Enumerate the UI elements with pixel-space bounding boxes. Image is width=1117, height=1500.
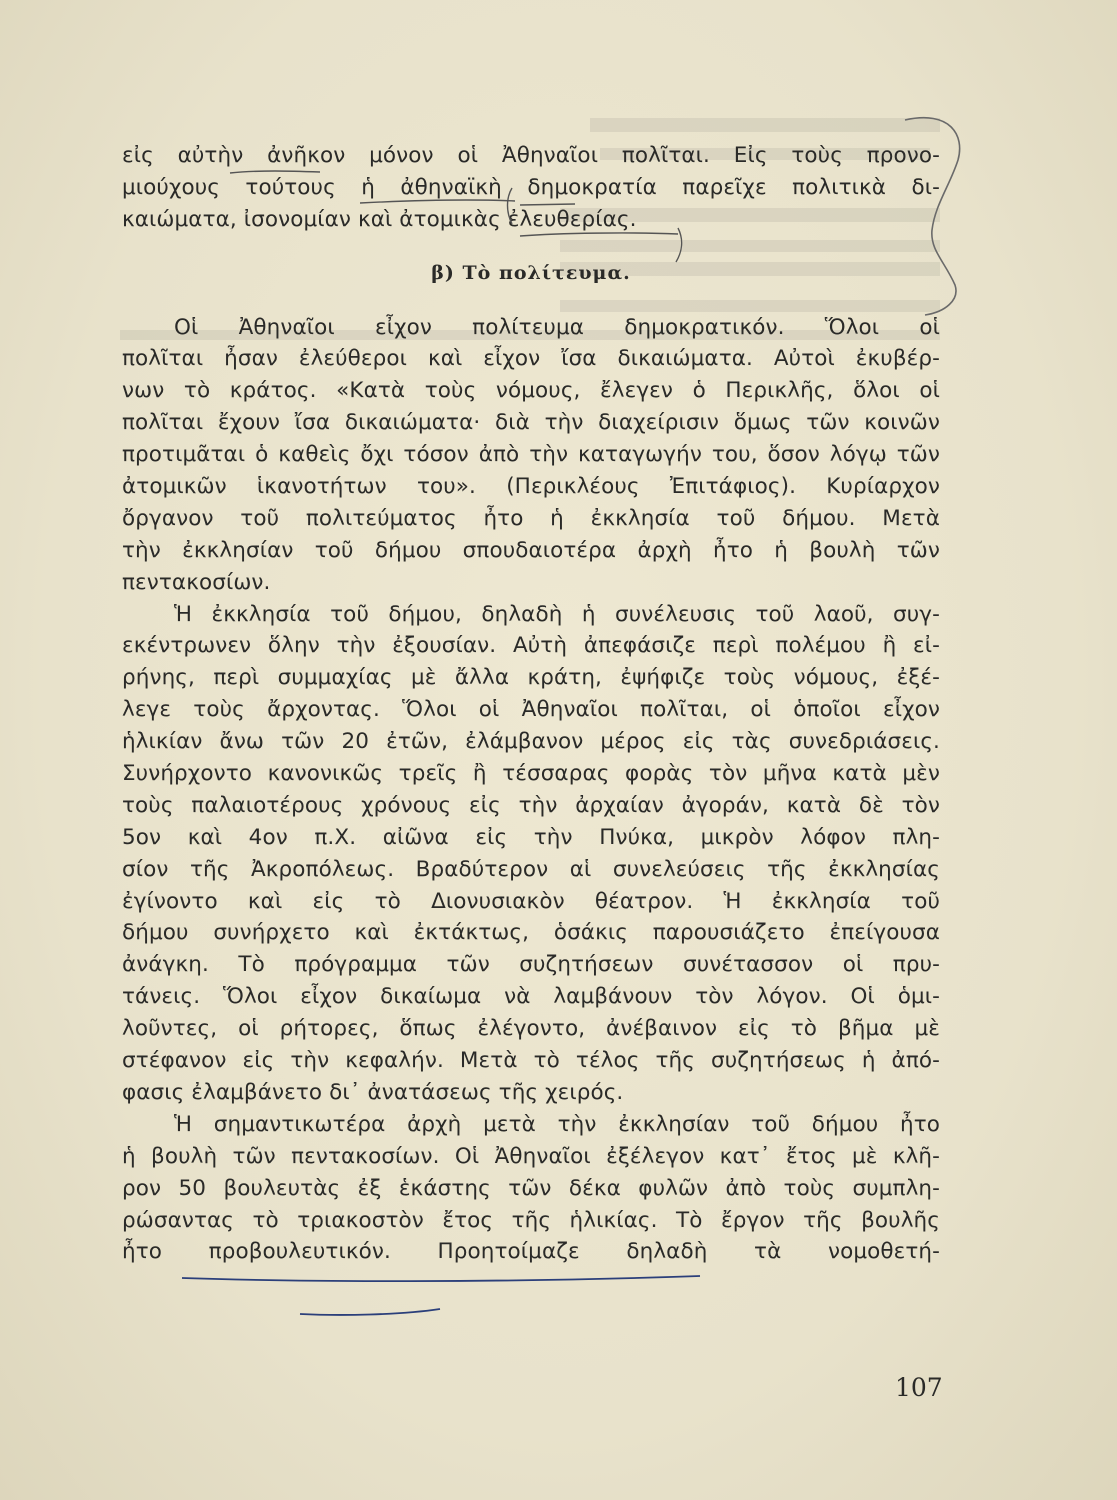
text-line: τοὺς παλαιοτέρους χρόνους εἰς τὴν ἀρχαίαν ἀγοράν, κατὰ δὲ τὸν <box>122 792 940 818</box>
underline-mark <box>182 1276 700 1281</box>
text-line: 5ον καὶ 4ον π.Χ. αἰῶνα εἰς τὴν Πνύκα, μικρὸν λόφον πλη- <box>122 824 940 850</box>
text-line: ἡλικίαν ἄνω τῶν 20 ἐτῶν, ἐλάμβανον μέρος εἰς τὰς συνεδριάσεις. <box>122 729 940 755</box>
text-line: Ἡ σημαντικωτέρα ἀρχὴ μετὰ τὴν ἐκκλησίαν τοῦ δήμου ἦτο <box>174 1111 940 1137</box>
text-line: τὴν ἐκκλησίαν τοῦ δήμου σπουδαιοτέρα ἀρχὴ ἦτο ἡ βουλὴ τῶν <box>122 537 940 563</box>
text-line: ἀτομικῶν ἱκανοτήτων του». (Περικλέους Ἐπιτάφιος). Κυρίαρχον <box>122 474 940 500</box>
text-line: εκέντρωνεν ὅλην τὴν ἐξουσίαν. Αὐτὴ ἀπεφάσιζε περὶ πολέμου ἢ εἰ- <box>122 633 940 659</box>
text-line: μιούχους τούτους ἡ ἀθηναϊκὴ δημοκρατία παρεῖχε πολιτικὰ δι- <box>122 174 940 200</box>
text-line: ρον 50 βουλευτὰς ἐξ ἑκάστης τῶν δέκα φυλῶν ἀπὸ τοὺς συμπλη- <box>122 1175 940 1201</box>
text-line: προτιμᾶται ὁ καθεὶς ὄχι τόσον ἀπὸ τὴν καταγωγήν του, ὅσον λόγῳ τῶν <box>122 442 940 468</box>
text-line: ἐγίνοντο καὶ εἰς τὸ Διονυσιακὸν θέατρον. Ἡ ἐκκλησία τοῦ <box>122 888 940 914</box>
body-text <box>122 140 940 1268</box>
text-line: σίον τῆς Ἀκροπόλεως. Βραδύτερον αἱ συνελεύσεις τῆς ἐκκλησίας <box>122 856 940 882</box>
text-line: τάνεις. Ὅλοι εἶχον δικαίωμα νὰ λαμβάνουν τὸν λόγον. Οἱ ὁμι- <box>122 984 940 1010</box>
text-line: ρήνης, περὶ συμμαχίας μὲ ἄλλα κράτη, ἐψήφιζε τοὺς νόμους, ἐξέ- <box>122 665 940 691</box>
text-line: πεντακοσίων. <box>122 569 271 595</box>
underline-mark <box>300 1309 440 1315</box>
text-line: ἀνάγκη. Τὸ πρόγραμμα τῶν συζητήσεων συνέτασσον οἱ πρυ- <box>122 952 940 978</box>
text-line: πολῖται ἔχουν ἴσα δικαιώματα· διὰ τὴν διαχείρισιν ὅμως τῶν κοινῶν <box>122 410 940 436</box>
text-line: ἦτο προβουλευτικόν. Προητοίμαζε δηλαδὴ τὰ νομοθετή- <box>122 1239 940 1265</box>
page-number: 107 <box>895 1373 943 1402</box>
text-line: λεγε τοὺς ἄρχοντας. Ὅλοι οἱ Ἀθηναῖοι πολῖται, οἱ ὁποῖοι εἶχον <box>122 697 940 723</box>
text-line: Οἱ Ἀθηναῖοι εἶχον πολίτευμα δημοκρατικόν. Ὅλοι οἱ <box>174 314 940 340</box>
text-line: πολῖται ἦσαν ἐλεύθεροι καὶ εἶχον ἴσα δικαιώματα. Αὐτοὶ ἐκυβέρ- <box>122 346 940 372</box>
text-line: ἡ βουλὴ τῶν πεντακοσίων. Οἱ Ἀθηναῖοι ἐξέλεγον κατ᾽ ἔτος μὲ κλῆ- <box>122 1143 940 1169</box>
text-line: δήμου συνήρχετο καὶ ἐκτάκτως, ὁσάκις παρουσιάζετο ἐπείγουσα <box>122 920 940 946</box>
text-line: ρώσαντας τὸ τριακοστὸν ἔτος τῆς ἡλικίας. Τὸ ἔργον τῆς βουλῆς <box>122 1207 940 1233</box>
section-heading: β) Τὸ πολίτευμα. <box>431 261 631 284</box>
text-line: Ἡ ἐκκλησία τοῦ δήμου, δηλαδὴ ἡ συνέλευσις τοῦ λαοῦ, συγ- <box>174 601 940 627</box>
text-line: καιώματα, ἰσονομίαν καὶ ἀτομικὰς ἐλευθερίας. <box>122 206 637 232</box>
text-line: φασις ἐλαμβάνετο δι᾽ ἀνατάσεως τῆς χειρός. <box>122 1079 624 1105</box>
text-line: λοῦντες, οἱ ρήτορες, ὅπως ἐλέγοντο, ἀνέβαινον εἰς τὸ βῆμα μὲ <box>122 1016 940 1042</box>
text-line: νων τὸ κράτος. «Κατὰ τοὺς νόμους, ἔλεγεν ὁ Περικλῆς, ὅλοι οἱ <box>122 378 940 404</box>
text-line: ὄργανον τοῦ πολιτεύματος ἦτο ἡ ἐκκλησία τοῦ δήμου. Μετὰ <box>122 505 940 531</box>
text-line: εἰς αὐτὴν ἀνῆκον μόνον οἱ Ἀθηναῖοι πολῖται. Εἰς τοὺς προνο- <box>122 143 940 168</box>
text-line: Συνήρχοντο κανονικῶς τρεῖς ἢ τέσσαρας φορὰς τὸν μῆνα κατὰ μὲν <box>122 761 940 787</box>
text-line: στέφανον εἰς τὴν κεφαλήν. Μετὰ τὸ τέλος τῆς συζητήσεως ἡ ἀπό- <box>122 1048 940 1074</box>
